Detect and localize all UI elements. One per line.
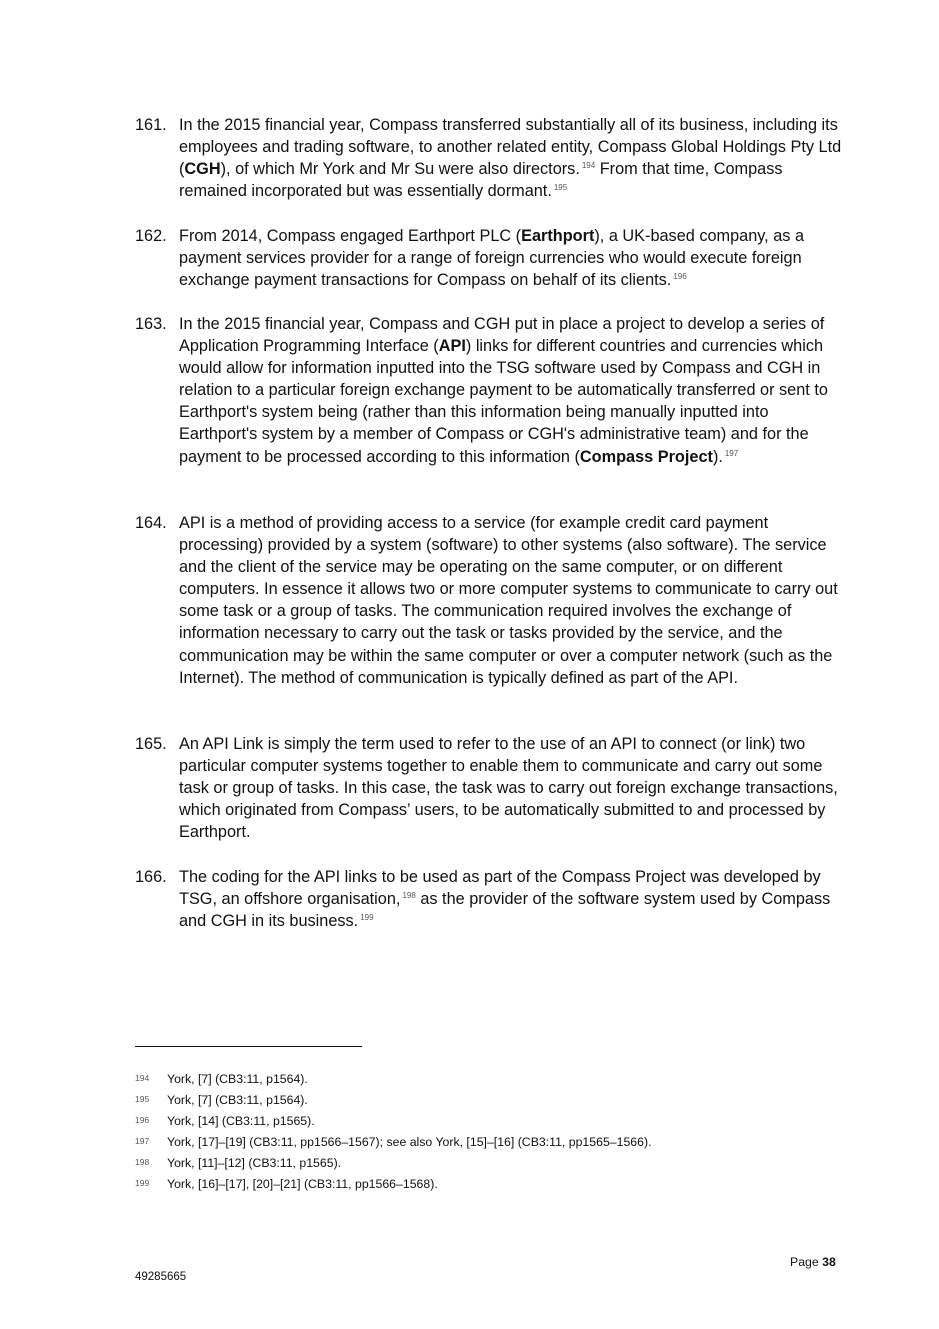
defined-term: Earthport <box>521 227 595 245</box>
paragraph-number: 164. <box>135 514 167 532</box>
footnote-194 <box>135 1072 835 1087</box>
footnote-reference: 196 <box>673 272 687 282</box>
paragraph-164 <box>135 512 851 689</box>
paragraph-165 <box>135 733 851 843</box>
footnote-number: 199 <box>135 1178 150 1188</box>
defined-term: CGH <box>184 160 221 179</box>
paragraph-161 <box>135 114 851 202</box>
paragraph-number: 162. <box>135 227 167 245</box>
paragraph-text: An API Link is simply the term used to refer to the use of an API to connect (or link) two particular computer systems together to enable them to communicate and carry out some task or group of tasks. In this case, the task was to carry out foreign exchange transactions, which originated from Compass’ users, to be automatically submitted to and processed by Earthport. <box>179 735 838 842</box>
footnote-198 <box>135 1156 835 1171</box>
footnote-197 <box>135 1135 835 1150</box>
paragraph-body <box>179 313 851 468</box>
paragraph-text: ) links for different countries and currencies which would allow for information inputted into the TSG software used by Compass and CGH in relation to a particular foreign exchange payment to be automatically transferred or sent to Earthport's system being (rather than this information being manually inputted into Earthport's system by a member of Compass or CGH's administrative team) and for the payment to be processed according to this information ( <box>179 337 828 466</box>
paragraph-body <box>179 114 851 202</box>
footnote-text: York, [16]–[17], [20]–[21] (CB3:11, pp1566–1568). <box>167 1177 438 1191</box>
paragraph-body <box>179 225 851 291</box>
paragraph-text: In the 2015 financial year, Compass transferred substantially all of its business, including its employees and trading software, to another related entity, Compass Global Holdings Pty Ltd ( <box>179 116 842 179</box>
footnote-text: York, [7] (CB3:11, p1564). <box>167 1072 308 1086</box>
paragraph-text: ). <box>712 447 723 466</box>
page-label: Page <box>790 1255 819 1269</box>
footnote-number: 198 <box>135 1157 150 1167</box>
paragraph-text: In the 2015 financial year, Compass and CGH put in place a project to develop a series of Application Programming Interface ( <box>179 315 825 356</box>
paragraph-body <box>179 866 851 932</box>
footnote-195 <box>135 1093 835 1108</box>
paragraph-text: From 2014, Compass engaged Earthport PLC ( <box>179 227 522 245</box>
page-number-value: 38 <box>822 1255 836 1269</box>
defined-term: Compass Project <box>579 447 713 466</box>
paragraph-163 <box>135 313 851 468</box>
footnote-text: York, [17]–[19] (CB3:11, pp1566–1567); see also York, [15]–[16] (CB3:11, pp1565–1566). <box>167 1135 652 1149</box>
paragraph-text: ), of which Mr York and Mr Su were also directors. <box>220 160 580 179</box>
footnote-reference: 195 <box>553 183 568 193</box>
footnote-196 <box>135 1114 835 1129</box>
footnote-number: 194 <box>135 1073 150 1083</box>
footnote-reference: 194 <box>581 161 596 171</box>
paragraph-number: 161. <box>135 116 167 134</box>
paragraph-text: ), a UK-based company, as a payment services provider for a range of foreign currencies who would execute foreign exchange payment transactions for Compass on behalf of its clients. <box>179 227 805 290</box>
footnote-reference: 199 <box>360 913 374 923</box>
document-id: 49285665 <box>135 1271 187 1283</box>
paragraph-162 <box>135 225 851 291</box>
paragraph-text: The coding for the API links to be used as part of the Compass Project was developed by TSG, an offshore organisation, <box>179 868 821 909</box>
paragraph-text: API is a method of providing access to a service (for example credit card payment processing) provided by a system (software) to other systems (also software). The service and the client of the service may be operating on the same computer, or on different computers. In essence it allows two or more computer systems to communicate to carry out some task or a group of tasks. The communication required involves the exchange of information necessary to carry out the task or tasks provided by the service, and the communication may be within the same computer or over a computer network (such as the Internet). The method of communication is typically defined as part of the API. <box>179 514 838 687</box>
paragraph-text: From that time, Compass remained incorporated but was essentially dormant. <box>179 160 783 201</box>
paragraph-body <box>179 733 851 843</box>
footnote-number: 195 <box>135 1094 150 1104</box>
paragraph-text: as the provider of the software system used by Compass and CGH in its business. <box>179 890 831 931</box>
paragraph-number: 163. <box>135 315 167 333</box>
footnote-number: 197 <box>135 1136 150 1146</box>
footnote-text: York, [7] (CB3:11, p1564). <box>167 1093 308 1107</box>
paragraph-number: 165. <box>135 735 167 753</box>
footnote-text: York, [11]–[12] (CB3:11, p1565). <box>167 1156 342 1170</box>
paragraph-number: 166. <box>135 868 167 886</box>
footnote-reference: 197 <box>724 448 739 458</box>
page-number <box>790 1255 836 1269</box>
footnote-text: York, [14] (CB3:11, p1565). <box>167 1114 315 1128</box>
paragraph-body <box>179 512 851 689</box>
defined-term: API <box>438 337 466 356</box>
footnote-199 <box>135 1177 835 1192</box>
footnote-number: 196 <box>135 1115 150 1125</box>
footnote-separator <box>135 1046 362 1047</box>
footnote-reference: 198 <box>402 891 416 901</box>
paragraph-166 <box>135 866 851 932</box>
